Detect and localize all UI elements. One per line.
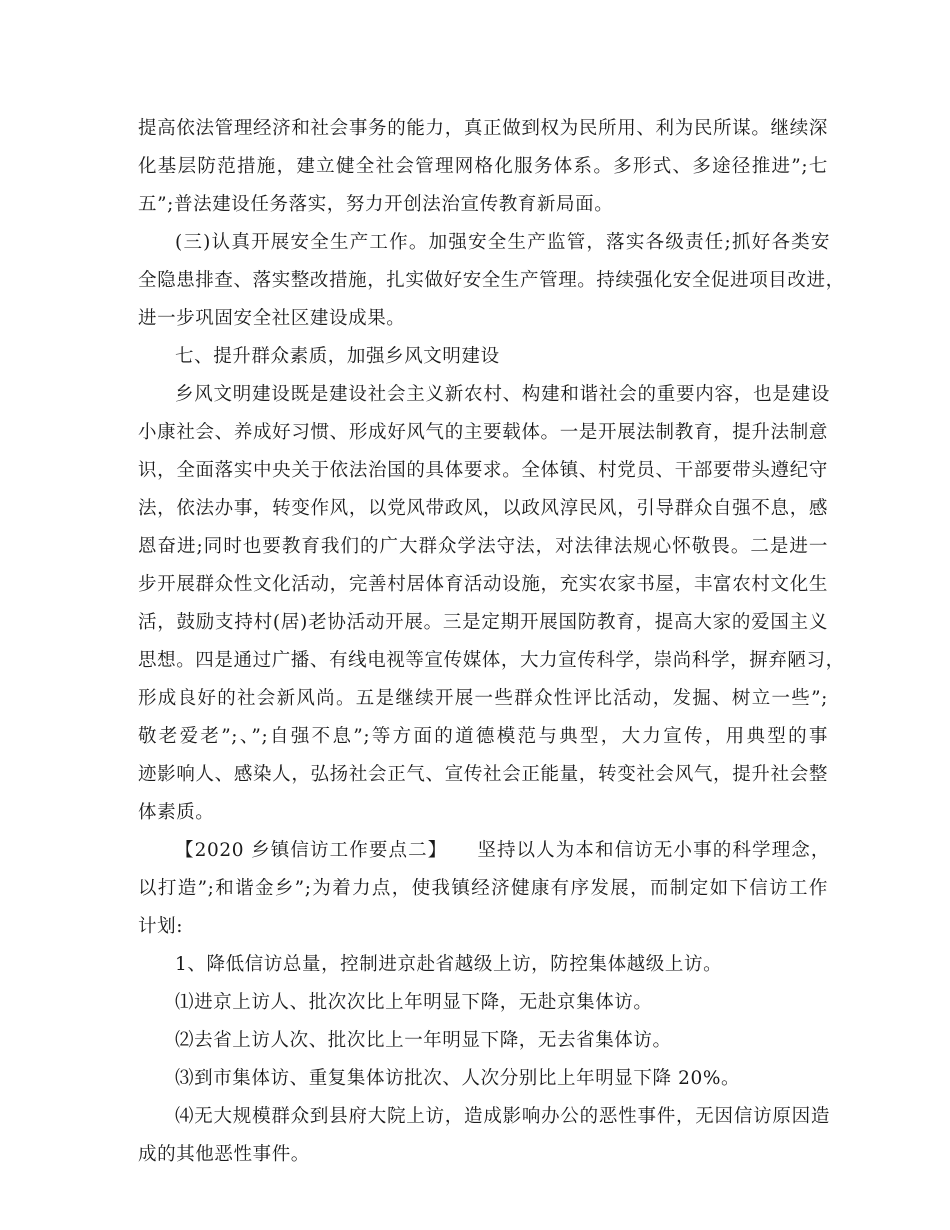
text-line: 全隐患排查、落实整改措施，扎实做好安全生产管理。持续强化安全促进项目改进，: [138, 270, 845, 291]
section-heading: 七、提升群众素质，加强乡风文明建设: [175, 346, 500, 367]
text-line: 形成良好的社会新风尚。五是继续开展一些群众性评比活动，发掘、树立一些”;: [138, 688, 828, 709]
text-line: 成的其他恶性事件。: [138, 1144, 310, 1165]
text-line: 小康社会、养成好习惯、形成好风气的主要载体。一是开展法制教育，提升法制意: [138, 422, 828, 443]
text-line: 五”;普法建设任务落实，努力开创法治宣传教育新局面。: [138, 194, 614, 215]
text-line: 敬老爱老”;、”;自强不息”;等方面的道德模范与典型，大力宣传，用典型的事: [138, 726, 828, 747]
text-line: 识，全面落实中央关于依法治国的具体要求。全体镇、村党员、干部要带头遵纪守: [138, 460, 828, 481]
text-line: 法，依法办事，转变作风，以党风带政风，以政风淳民风，引导群众自强不息，感: [138, 498, 828, 519]
text-line: 迹影响人、感染人，弘扬社会正气、宣传社会正能量，转变社会风气，提升社会整: [138, 764, 828, 785]
text-line: 体素质。: [138, 802, 215, 823]
text-line: 步开展群众性文化活动，完善村居体育活动设施，充实农家书屋，丰富农村文化生: [138, 574, 828, 595]
text-line: 提高依法管理经济和社会事务的能力，真正做到权为民所用、利为民所谋。继续深: [138, 118, 828, 139]
list-item: 1、降低信访总量，控制进京赴省越级上访，防控集体越级上访。: [175, 954, 723, 975]
text-line: 计划:: [138, 916, 184, 937]
text-line: 思想。四是通过广播、有线电视等宣传媒体，大力宣传科学，崇尚科学，摒弃陋习，: [138, 650, 845, 671]
section-heading: 【2020 乡镇信访工作要点二】 坚持以人为本和信访无小事的科学理念，: [175, 840, 830, 861]
list-item: ⑷无大规模群众到县府大院上访，造成影响办公的恶性事件，无因信访原因造: [175, 1106, 830, 1127]
text-line: 化基层防范措施，建立健全社会管理网格化服务体系。多形式、多途径推进”;七: [138, 156, 828, 177]
list-item: ⑶到市集体访、重复集体访批次、人次分别比上年明显下降 20%。: [175, 1068, 741, 1089]
text-line: 以打造”;和谐金乡”;为着力点，使我镇经济健康有序发展，而制定如下信访工作: [138, 878, 828, 899]
text-line: 恩奋进;同时也要教育我们的广大群众学法守法，对法律法规心怀敬畏。二是进一: [138, 536, 828, 557]
text-line: 活，鼓励支持村(居)老协活动开展。三是定期开展国防教育，提高大家的爱国主义: [138, 612, 828, 633]
text-line: 乡风文明建设既是建设社会主义新农村、构建和谐社会的重要内容，也是建设: [175, 384, 830, 405]
list-item: ⑴进京上访人、批次次比上年明显下降，无赴京集体访。: [175, 992, 653, 1013]
text-line: 进一步巩固安全社区建设成果。: [138, 308, 406, 329]
text-line: (三)认真开展安全生产工作。加强安全生产监管，落实各级责任;抓好各类安: [175, 232, 830, 253]
list-item: ⑵去省上访人次、批次比上一年明显下降，无去省集体访。: [175, 1030, 672, 1051]
